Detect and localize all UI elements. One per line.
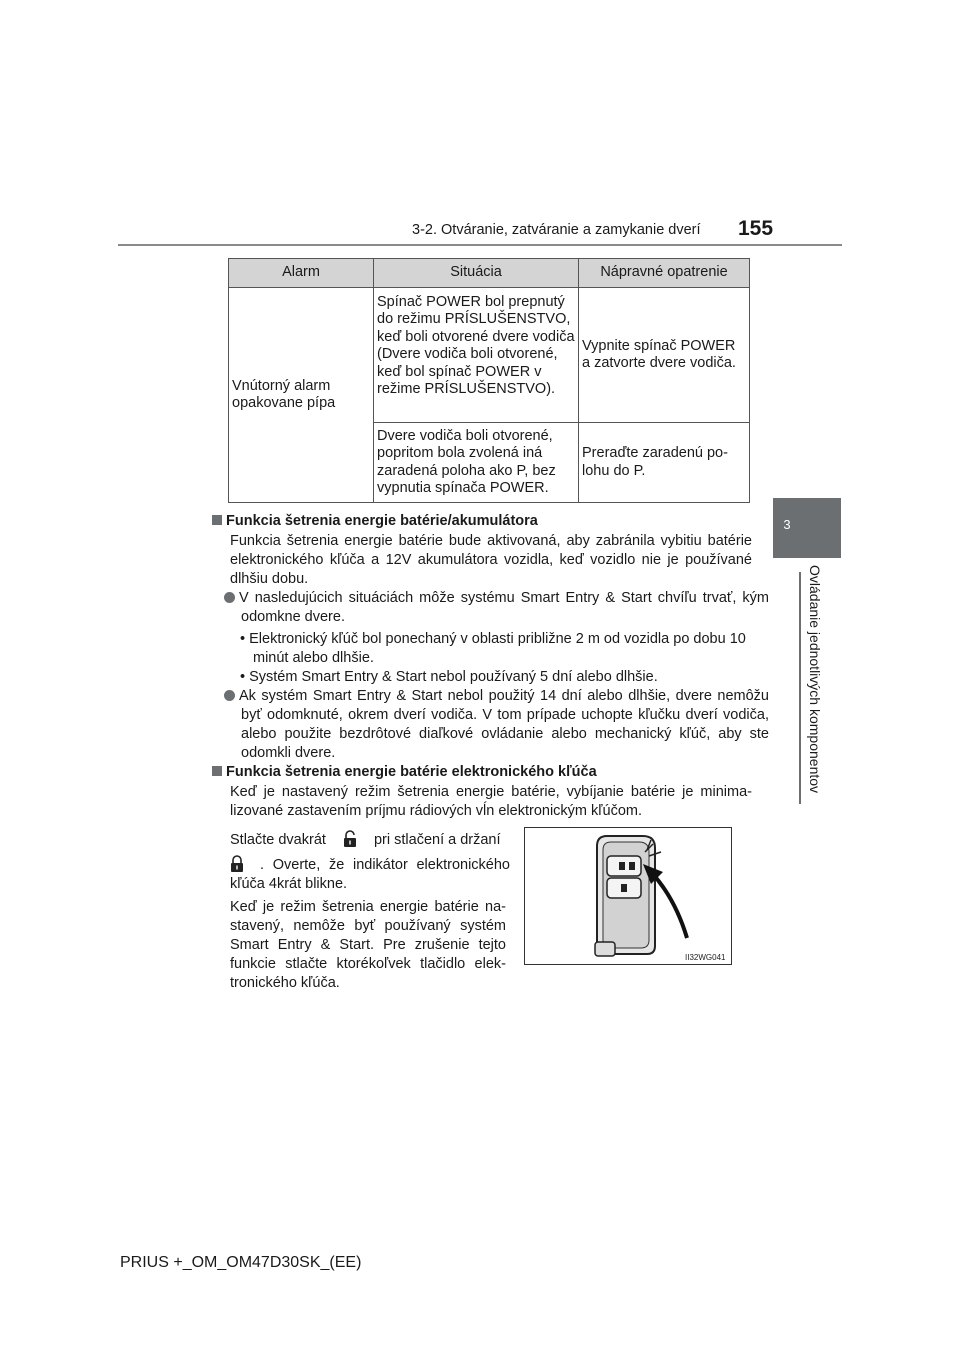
alarm-cell: Vnútorný alarm opakovane pípa [229,288,374,503]
figure-code: II32WG041 [685,953,726,962]
unlock-icon [343,830,357,848]
section-title: 3-2. Otváranie, zatváranie a zamykanie dverí [412,222,701,238]
section-heading: Funkcia šetrenia energie batérie/akumulátora [212,512,752,531]
lock-icon [230,855,244,873]
list-item: V nasledujúcich situáciách môže systému Smart Entry & Start chvíľu trvať, kým odomkne dvere. [224,589,769,627]
col-header-situation: Situácia [374,259,579,288]
sub-list-item: • Elektronický kľúč bol ponechaný v oblasti približne 2 m od vozidla po dobu 10 minút alebo dlhšie. [240,631,746,666]
instruction-continued: . Overte, že indikátor elektronického kľúča 4krát blikne. [230,857,510,892]
list-item: Ak systém Smart Entry & Start nebol použitý 14 dní alebo dlhšie, dvere nemôžu byť odomknuté, okrem dverí vodiča. V tom prípade uchopte kľučku dverí vodiča, alebo použite bezdrôtové diaľkové ovládanie alebo mechanický kľúč, aby ste odomkli dvere. [224,687,769,763]
page-number: 155 [738,217,774,240]
key-illustration [524,827,732,965]
header-divider [118,244,842,246]
paragraph: Keď je režim šetrenia energie batérie nastavený, nemôže byť používaný systém Smart Entry & Start. Pre zrušenie tejto funkcie stlačte ktorékoľvek tlačidlo elektronického kľúča. [230,899,506,991]
situation-cell: Dvere vodiča boli otvorené, popritom bola zvolená iná zaradená poloha ako P, bez vypnutia spínača POWER. [374,423,579,503]
chapter-label-text: Ovládanie jednotlivých komponentov [807,565,823,794]
square-bullet-icon [212,766,222,776]
remedy-cell: Vypnite spínač POWER a zatvorte dvere vodiča. [579,288,750,423]
col-header-alarm: Alarm [229,259,374,288]
sub-list-item: • Systém Smart Entry & Start nebol používaný 5 dní alebo dlhšie. [240,669,658,685]
section-heading: Funkcia šetrenia energie batérie elektronického kľúča [212,763,752,782]
instruction-line: Stlačte dvakrát pri stlačení a držaní [230,832,501,848]
table-header-row [229,259,750,288]
electronic-key-image [525,828,731,964]
alarm-table [228,258,750,503]
chapter-number: 3 [783,517,791,532]
col-header-remedy: Nápravné opatrenie [579,259,750,288]
chapter-tab-line [799,572,801,804]
paragraph: Funkcia šetrenia energie batérie bude aktivovaná, aby zabránila vybitiu batérie elektronického kľúča a 12V akumulátora vozidla, keď vozidlo nie je používané dlhšiu dobu. [230,533,752,587]
situation-cell: Spínač POWER bol prepnutý do režimu PRÍSLUŠENSTVO, keď boli otvorené dvere vodiča (Dvere vodiča boli otvorené, keď bol spínač POWER v režime PRÍSLUŠENSTVO). [374,288,579,423]
round-bullet-icon [224,592,235,603]
remedy-cell: Preraďte zaradenú polohu do P. [579,423,750,503]
paragraph: Keď je nastavený režim šetrenia energie batérie, vybíjanie batérie je minimalizované zastavením príjmu rádiových vĺn elektronickým kľúčom. [230,784,752,819]
square-bullet-icon [212,515,222,525]
round-bullet-icon [224,690,235,701]
document-code: PRIUS +_OM_OM47D30SK_(EE) [120,1254,362,1271]
table-row [229,288,750,423]
chapter-label [807,565,823,805]
